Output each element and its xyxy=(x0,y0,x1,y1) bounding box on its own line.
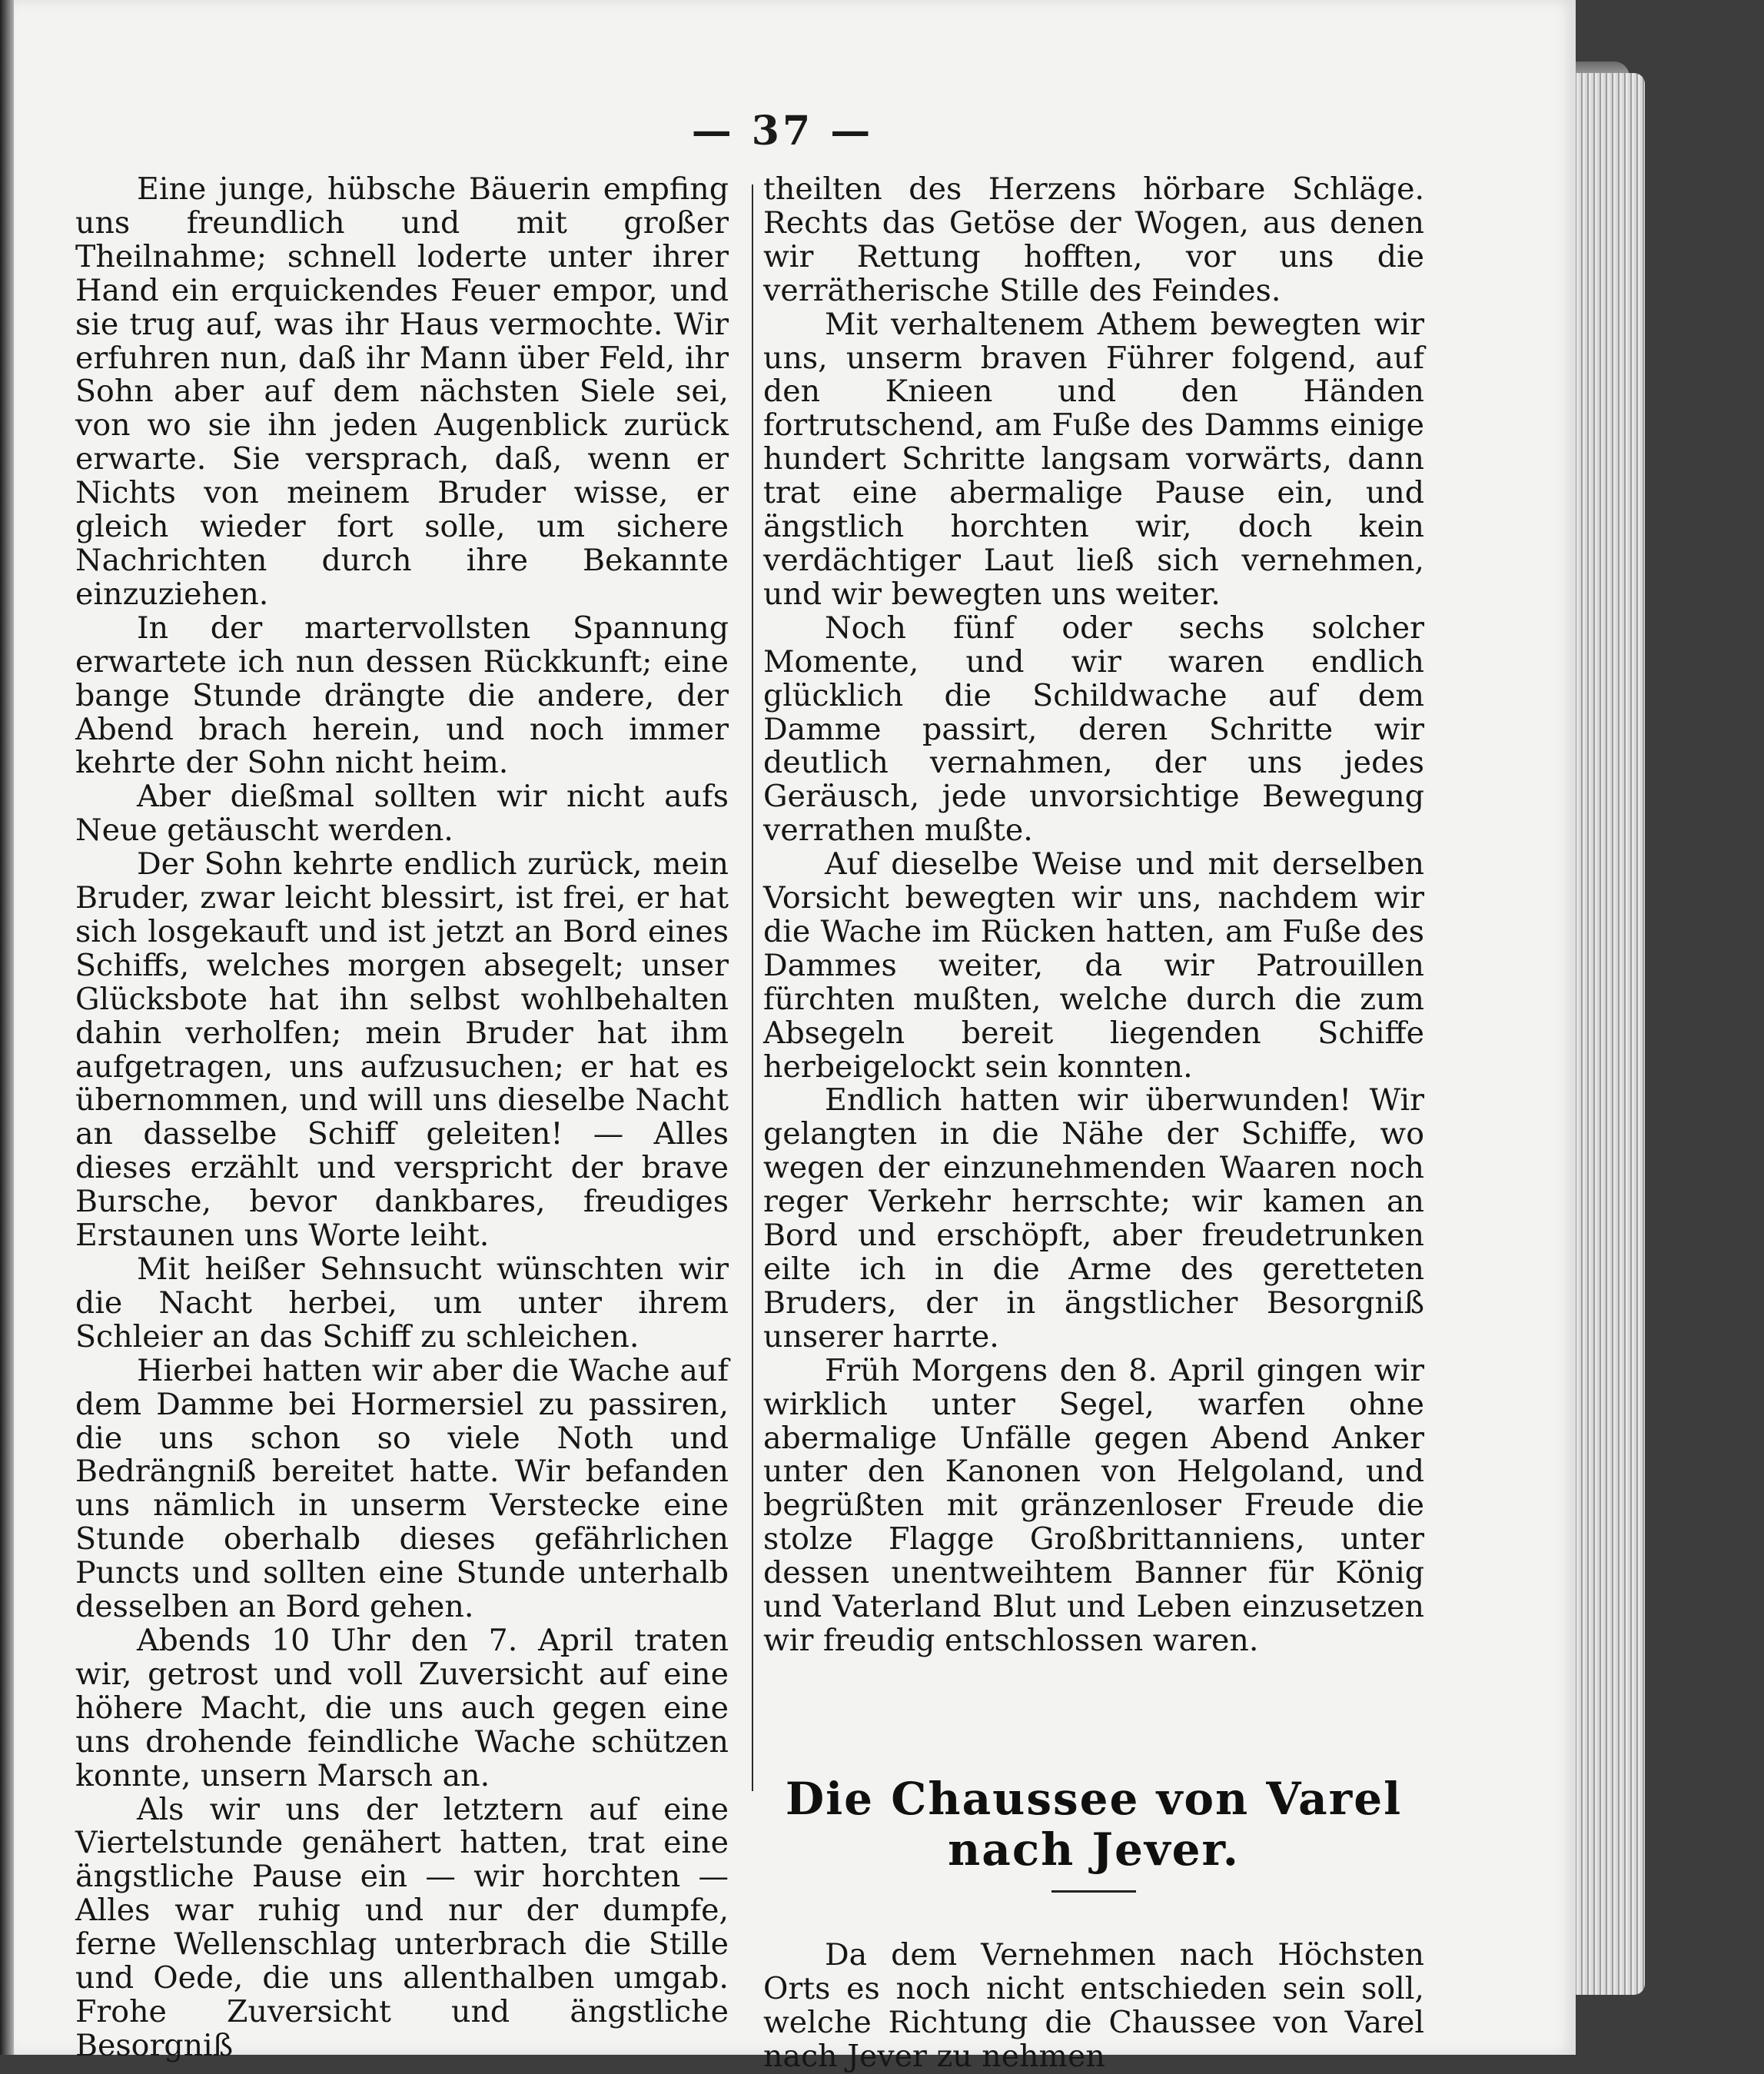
book-page xyxy=(14,0,1576,2074)
paragraph: Aber dießmal sollten wir nicht aufs Neue getäuscht werden. xyxy=(75,779,729,849)
page-number: — 37 — xyxy=(691,108,874,155)
paragraph: Da dem Vernehmen nach Höchsten Orts es noch nicht entschieden sein soll, welche Richtung die Chaussee von Varel nach Jever zu nehmen xyxy=(763,1936,1424,2074)
paragraph: Der Sohn kehrte endlich zurück, mein Bruder, zwar leicht blessirt, ist frei, er hat sich losgekauft und ist jetzt an Bord eines Schiffs, welches morgen absegelt; unser Glücksbote hat ihn selbst wohlbehalten dahin verholfen; mein Bruder hat ihm aufgetragen, uns aufzusuchen; er hat es übernommen, und will uns dieselbe Nacht an dasselbe Schiff geleiten! — Alles dieses erzählt und verspricht der brave Bursche, bevor dankbares, freudiges Erstaunen uns Worte leiht. xyxy=(75,846,729,1254)
paragraph: Hierbei hatten wir aber die Wache auf dem Damme bei Hormersiel zu passiren, die uns schon so viele Noth und Bedrängniß bereitet hatte. Wir befanden uns nämlich in unserm Verstecke eine Stunde oberhalb dieses gefährlichen Puncts und sollten eine Stunde unterhalb desselben an Bord gehen. xyxy=(75,1352,729,1625)
paragraph: Endlich hatten wir überwunden! Wir gelangten in die Nähe der Schiffe, wo wegen der einzunehmenden Waaren noch reger Verkehr herrschte; wir kamen an Bord und erschöpft, aber freudetrunken eilte ich in die Arme des geretteten Bruders, der in ängstlicher Besorgniß unserer harrte. xyxy=(763,1082,1424,1354)
paragraph: Noch fünf oder sechs solcher Momente, und wir waren endlich glücklich die Schildwache auf dem Damme passirt, deren Schritte wir deutlich vernahmen, der uns jedes Geräusch, jede unvorsichtige Bewegung verrathen mußte. xyxy=(763,610,1424,849)
column-divider xyxy=(752,184,753,1791)
right-column xyxy=(763,173,1424,2074)
paragraph: Mit heißer Sehnsucht wünschten wir die Nacht herbei, um unter ihrem Schleier an das Schiff zu schleichen. xyxy=(75,1251,729,1354)
paragraph-continuation: theilten des Herzens hörbare Schläge. Rechts das Getöse der Wogen, aus denen wir Rettung hofften, vor uns die verrätherische Stille des Feindes. xyxy=(763,171,1424,308)
paragraph: Früh Morgens den 8. April gingen wir wirklich unter Segel, warfen ohne abermalige Unfälle gegen Abend Anker unter den Kanonen von Helgoland, und begrüßten mit gränzenloser Freude die stolze Flagge Großbrittanniens, unter dessen unentweihtem Banner für König und Vaterland Blut und Leben einzusetzen wir freudig entschlossen waren. xyxy=(763,1352,1424,1658)
section-title: Die Chaussee von Varel nach Jever. xyxy=(785,1772,1403,1876)
paragraph: Auf dieselbe Weise und mit derselben Vorsicht bewegten wir uns, nachdem wir die Wache im Rücken hatten, am Fuße des Dammes weiter, da wir Patrouillen fürchten mußten, welche durch die zum Absegeln bereit liegenden Schiffe herbeigelockt sein konnten. xyxy=(763,846,1424,1085)
paragraph: Als wir uns der letztern auf eine Viertelstunde genähert hatten, trat eine ängstliche Pause ein — wir horchten — Alles war ruhig und nur der dumpfe, ferne Wellenschlag unterbrach die Stille und Oede, die uns allenthalben umgab. Frohe Zuversicht und ängstliche Besorgniß xyxy=(75,1791,729,2063)
paragraph: Abends 10 Uhr den 7. April traten wir, getrost und voll Zuversicht auf eine höhere Macht, die uns auch gegen eine uns drohende feindliche Wache schützen konnte, unsern Marsch an. xyxy=(75,1622,729,1793)
paragraph: In der martervollsten Spannung erwartete ich nun dessen Rückkunft; eine bange Stunde drängte die andere, der Abend brach herein, und noch immer kehrte der Sohn nicht heim. xyxy=(75,610,729,781)
title-rule xyxy=(1051,1890,1136,1893)
left-column xyxy=(75,173,729,2063)
paragraph: Mit verhaltenem Athem bewegten wir uns, unserm braven Führer folgend, auf den Knieen und den Händen fortrutschend, am Fuße des Damms einige hundert Schritte langsam vorwärts, dann trat eine abermalige Pause ein, und ängstlich horchten wir, doch kein verdächtiger Laut ließ sich vernehmen, und wir bewegten uns weiter. xyxy=(763,306,1424,612)
paragraph: Eine junge, hübsche Bäuerin empfing uns freundlich und mit großer Theilnahme; schnell loderte unter ihrer Hand ein erquickendes Feuer empor, und sie trug auf, was ihr Haus vermochte. Wir erfuhren nun, daß ihr Mann über Feld, ihr Sohn aber auf dem nächsten Siele sei, von wo sie ihn jeden Augenblick zurück erwarte. Sie versprach, daß, wenn er Nichts von meinem Bruder wisse, er gleich wieder fort solle, um sichere Nachrichten durch ihre Bekannte einzuziehen. xyxy=(75,171,729,612)
